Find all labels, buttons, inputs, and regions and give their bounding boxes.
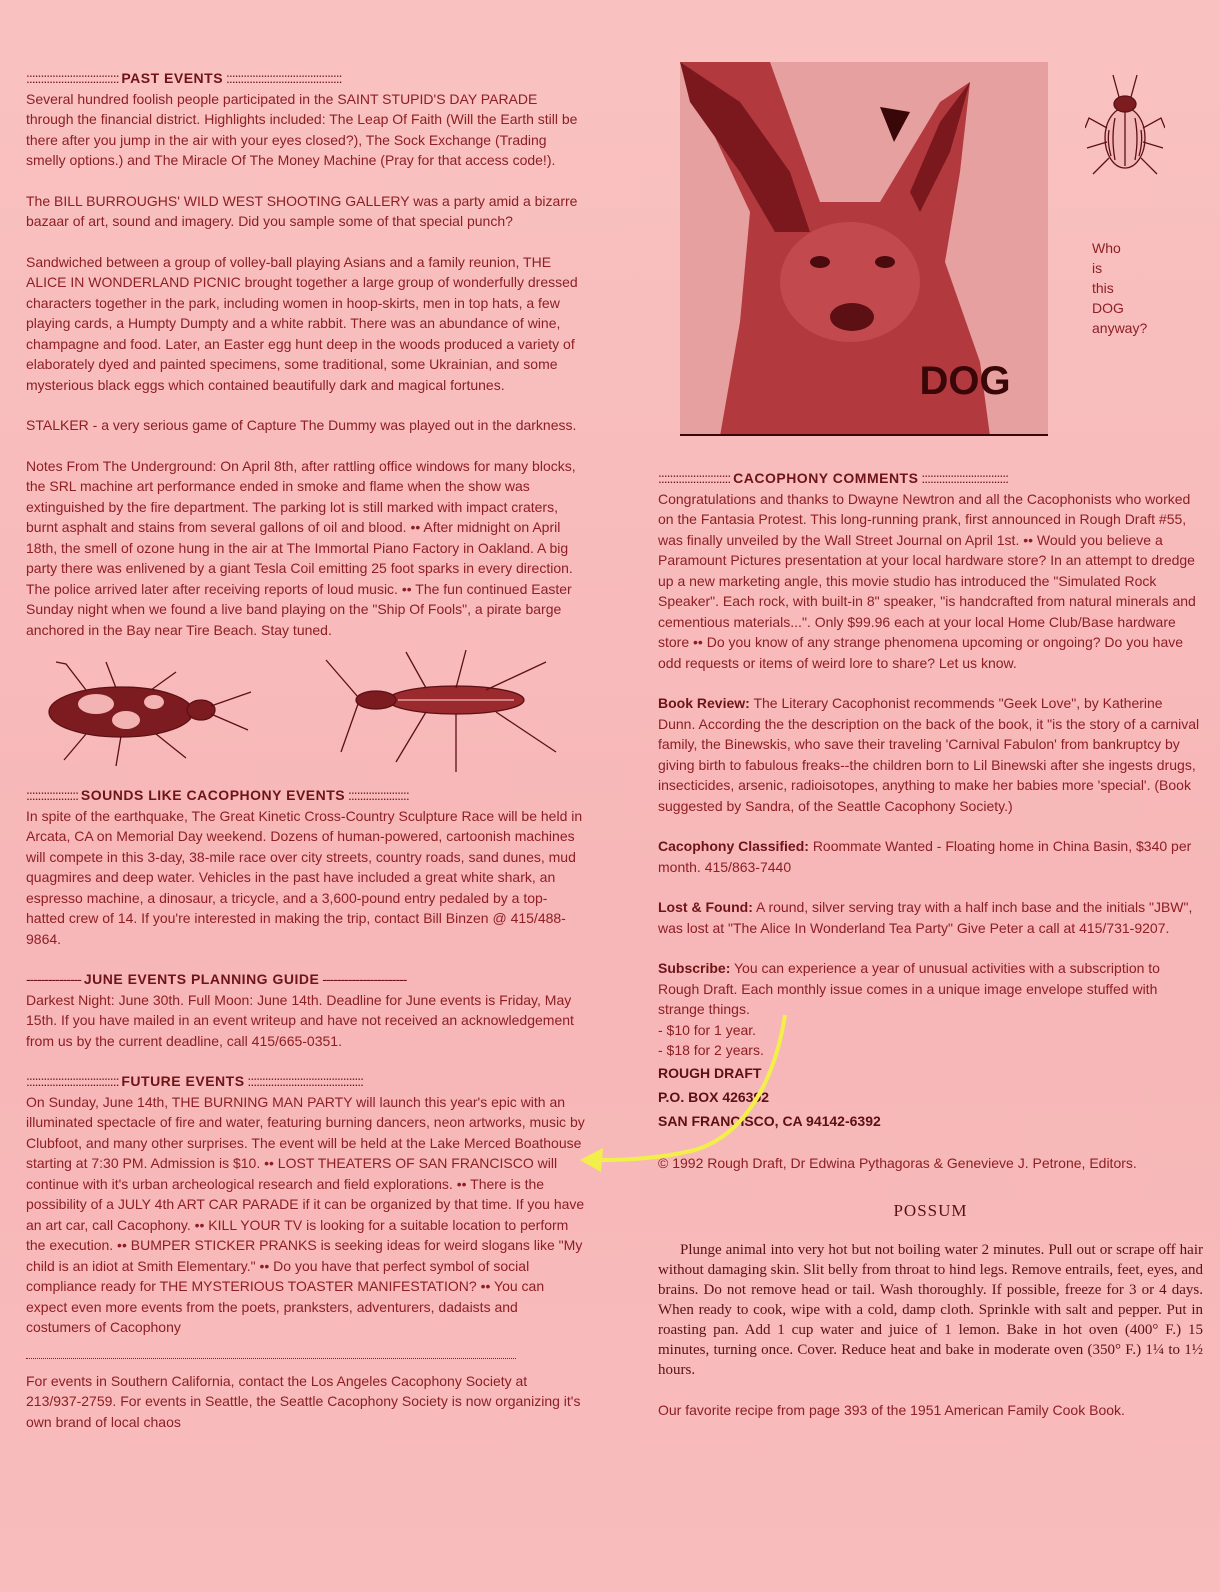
yellow-arrow <box>575 1010 795 1180</box>
past-events-p5: Notes From The Underground: On April 8th, after rattling office windows for many blocks, the SRL machine art performance ended in smoke and flame when the show was extinguished by the fire department. The parking lot is still marked with impact craters, burnt asphalt and stains from several gallons of oil and blood. •• After midnight on April 18th, the smell of ozone hung in the air at The Immortal Piano Factory in Oakland. A big party there was enlivened by a giant Tesla Coil emitting 25 foot sparks in every direction. The police arrived later after receiving reports of loud music. •• The fun continued Easter Sunday night when we found a live band playing on the "Ship Of Fools", a pirate barge anchored in the Bay near Tire Beach. Stay tuned. <box>26 457 576 638</box>
beetle-icon <box>1085 70 1165 180</box>
dog-illustration <box>680 62 1048 436</box>
subscribe-rate-2: - $18 for 2 years. <box>658 1042 764 1058</box>
june-guide-text: Darkest Night: June 30th. Full Moon: June 14th. Deadline for June events is Friday, May 15th. If you have mailed in an event writeup and have not received an acknowledgement from us by the current deadline, call 415/665-0351. <box>26 991 574 1049</box>
past-events-p4: STALKER - a very serious game of Capture The Dummy was played out in the darkness. <box>26 417 577 433</box>
dog-caption: Who is this DOG anyway? <box>1092 240 1148 336</box>
subscribe: Subscribe: You can experience a year of unusual activities with a subscription to Rough Draft. Each monthly issue comes in a unique image envelope stuffed with strange things. <box>658 960 1160 1017</box>
ground-beetle-icon <box>49 662 251 766</box>
sounds-like-heading: :::::::::::::::::: SOUNDS LIKE CACOPHONY EVENTS ::::::::::::::::::::: <box>26 787 409 803</box>
future-events-heading: :::::::::::::::::::::::::::::::: FUTURE EVENTS :::::::::::::::::::::::::::::::::::::::: <box>26 1073 364 1089</box>
dotted-divider <box>26 1358 516 1359</box>
dog-image-text: DOG <box>919 359 1011 403</box>
address-line-3: SAN FRANCISCO, CA 94142-6392 <box>658 1112 881 1129</box>
address-line-2: P.O. BOX 426392 <box>658 1088 770 1105</box>
past-events-p2: The BILL BURROUGHS' WILD WEST SHOOTING GALLERY was a party amid a bizarre bazaar of art, sound and imagery. Did you sample some of that special punch? <box>26 192 578 229</box>
possum-source: Our favorite recipe from page 393 of the 1951 American Family Cook Book. <box>658 1401 1125 1418</box>
cacophony-comments-heading: ::::::::::::::::::::::::: CACOPHONY COMMENTS :::::::::::::::::::::::::::::: <box>658 470 1009 486</box>
past-events-p3: Sandwiched between a group of volley-ball playing Asians and a family reunion, THE ALICE IN WONDERLAND PICNIC brought together a large group of wonderfully dressed characters together in the park, including women in hoop-skirts, men in top hats, a few playing cards, a Humpty Dumpty and a white rabbit. There was an abundance of wine, champagne and food. Later, an Easter egg hunt deep in the woods produced a variety of elaborately dyed and painted specimens, some traditional, some Ukrainian, and some mysterious black eggs which contained beautifully dark and magical fortunes. <box>26 253 578 393</box>
past-events-heading: :::::::::::::::::::::::::::::::: PAST EVENTS :::::::::::::::::::::::::::::::::::::::: <box>26 70 342 86</box>
past-events-p1: Several hundred foolish people participated in the SAINT STUPID'S DAY PARADE through the financial district. Highlights included: The Leap Of Faith (Will the Earth still be there after you jump in the air with your eyes closed?), The Sock Exchange (Trading smelly options.) and The Miracle Of The Money Machine (Pray for that access code!). <box>26 90 578 168</box>
classified: Cacophony Classified: Roommate Wanted - Floating home in China Basin, $340 per month. 415/863-7440 <box>658 838 1192 875</box>
lost-found: Lost & Found: A round, silver serving tray with a half inch base and the initials "JBW", was lost at "The Alice In Wonderland Tea Party" Give Peter a call at 415/731-9207. <box>658 899 1193 936</box>
copyright: © 1992 Rough Draft, Dr Edwina Pythagoras & Genevieve J. Petrone, Editors. <box>658 1154 1137 1171</box>
cacophony-comments-text: Congratulations and thanks to Dwayne Newtron and all the Cacophonists who worked on the Fantasia Protest. This long-running prank, first announced in Rough Draft #55, was finally unveiled by the Wall Street Journal on April 1st. •• Would you believe a Paramount Pictures presentation at your local hardware store? In an attempt to dredge up a new marketing angle, this movie studio has introduced the "Simulated Rock Speaker". Each rock, with built-in 8" speaker, "is handcrafted from natural minerals and cementious materials...". Only $99.96 each at your local Home Club/Base hardware store •• Do you know of any strange phenomena upcoming or ongoing? Do you have odd requests or items of weird lore to share? Let us know. <box>658 490 1196 671</box>
longhorn-beetle-icon <box>326 650 556 772</box>
june-guide-heading: --------------- JUNE EVENTS PLANNING GUIDE ----------------------- <box>26 971 407 987</box>
beetles-illustration <box>26 642 566 777</box>
future-events-text: On Sunday, June 14th, THE BURNING MAN PARTY will launch this year's epic with an illuminated spectacle of fire and water, featuring burning dancers, neon artworks, music by Clubfoot, and many other surprises. The event will be held at the Lake Merced Boathouse starting at 7:30 PM. Admission is $10. •• LOST THEATERS OF SAN FRANCISCO will continue with it's urban archeological research and field explorations. •• There is the possibility of a JULY 4th ART CAR PARADE if it can be organized by that time. If you have an art car, call Cacophony. •• KILL YOUR TV is looking for a suitable location to perform the execution. •• BUMPER STICKER PRANKS is seeking ideas for weird slogans like "My child is an idiot at Smith Elementary." •• Do you have that perfect symbol of social compliance ready for THE MYSTERIOUS TOASTER MANIFESTATION? •• You can expect even more events from the poets, pranksters, adventurers, dadaists and costumers of Cacophony <box>26 1093 585 1335</box>
book-review: Book Review: The Literary Cacophonist recommends "Geek Love", by Katherine Dunn. According the the description on the back of the book, it "is the story of a carnival family, the Binewskis, who save their traveling 'Carnival Fabulon' from bankruptcy by giving birth to fabulous freaks--the children born to Lil Binewski after she ingests drugs, insecticides, arsenic, radioisotopes, anything to make her babies more 'special'. (Book suggested by Sandra, of the Seattle Cacophony Society.) <box>658 695 1200 814</box>
subscribe-rate-1: - $10 for 1 year. <box>658 1021 757 1038</box>
possum-title: POSSUM <box>893 1201 968 1220</box>
right-column <box>658 468 1203 1420</box>
address-line-1: ROUGH DRAFT <box>658 1064 762 1081</box>
possum-recipe: Plunge animal into very hot but not boiling water 2 minutes. Pull out or scrape off hair without damaging skin. Slit belly from throat to hind legs. Remove entrails, feet, eyes, and brains. Do not remove head or tail. Wash thoroughly. If possible, freeze for 3 or 4 days. When ready to cook, wipe with a cold, damp cloth. Sprinkle with salt and pepper. Put in roasting pan. Add 1 cup water and juice of 1 lemon. Bake in hot oven (400° F.) 15 minutes, turning once. Cover. Reduce heat and bake in moderate oven (350° F.) 1¼ to 1½ hours. <box>658 1241 1203 1378</box>
dog-image <box>680 62 1048 436</box>
sounds-like-text: In spite of the earthquake, The Great Kinetic Cross-Country Sculpture Race will be held in Arcata, CA on Memorial Day weekend. Dozens of human-powered, cartoonish machines will compete in this 3-day, 38-mile race over city streets, country roads, sand dunes, mud quagmires and deep water. Vehicles in the past have included a great white shark, an espresso machine, a dinosaur, a tricycle, and a 3,600-pound entry pedaled by a top-hatted crew of 14. If you're interested in making the trip, contact Bill Binzen @ 415/488-9864. <box>26 807 583 947</box>
left-column <box>26 68 586 1432</box>
other-cities-text: For events in Southern California, contact the Los Angeles Cacophony Society at 213/937-2759. For events in Seattle, the Seattle Cacophony Society is now organizing it's own brand of local chaos <box>26 1372 581 1430</box>
